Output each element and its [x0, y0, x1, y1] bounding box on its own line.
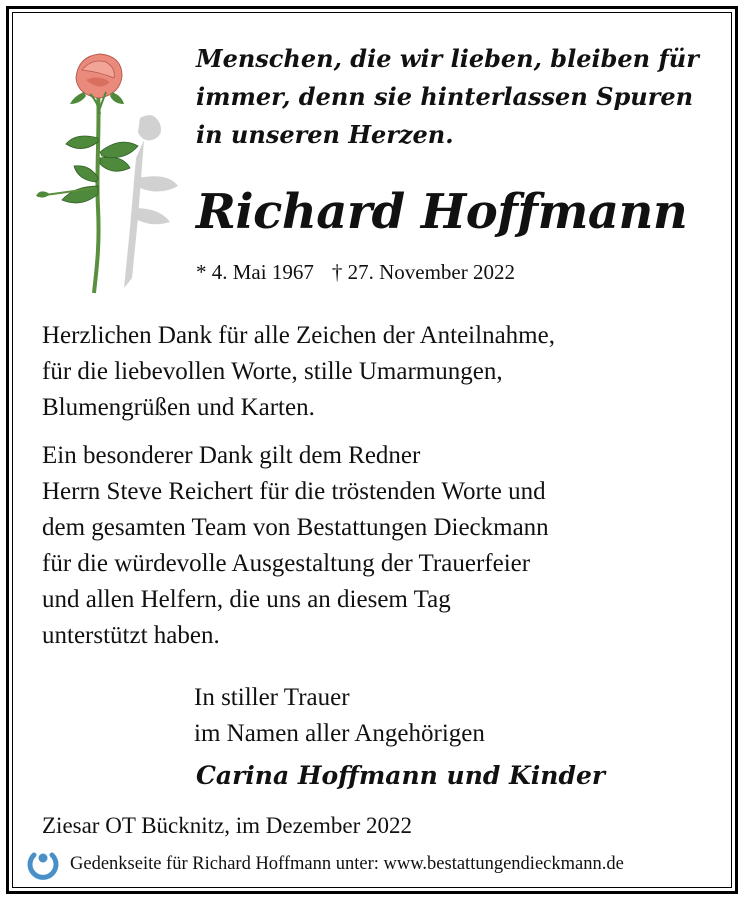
text-line: für die liebevollen Worte, stille Umarmungen,: [42, 358, 503, 385]
text-line: Blumengrüßen und Karten.: [42, 394, 315, 421]
closing-line: In stiller Trauer: [194, 684, 350, 711]
closing-line: im Namen aller Angehörigen: [194, 720, 485, 747]
place-date: Ziesar OT Bücknitz, im Dezember 2022: [42, 813, 413, 838]
text-line: Herrn Steve Reichert für die tröstenden Worte und: [42, 478, 546, 505]
thanks-paragraph-2: [42, 438, 722, 654]
motto-line: immer, denn sie hinterlassen Spuren: [196, 82, 694, 111]
deceased-name: Richard Hoffmann: [196, 184, 688, 240]
life-dates: [196, 258, 515, 286]
birth-date: * 4. Mai 1967: [196, 260, 314, 284]
text-line: unterstützt haben.: [42, 622, 220, 649]
text-line: dem gesamten Team von Bestattungen Dieckmann: [42, 514, 549, 541]
circle-logo-icon: [26, 847, 60, 881]
thanks-paragraph-1: [42, 318, 722, 426]
motto-line: in unseren Herzen.: [196, 120, 454, 149]
motto-line: Menschen, die wir lieben, bleiben für: [196, 44, 699, 73]
death-date: † 27. November 2022: [331, 260, 515, 284]
rose-icon: [20, 48, 190, 303]
text-line: Herzlichen Dank für alle Zeichen der Anteilnahme,: [42, 322, 555, 349]
motto-quote: [196, 40, 716, 154]
footer-link-text[interactable]: Gedenkseite für Richard Hoffmann unter: www.bestattungendieckmann.de: [70, 853, 624, 874]
text-line: für die würdevolle Ausgestaltung der Trauerfeier: [42, 550, 531, 577]
text-line: und allen Helfern, die uns an diesem Tag: [42, 586, 451, 613]
closing-lines: [194, 680, 485, 752]
text-line: Ein besonderer Dank gilt dem Redner: [42, 442, 421, 469]
signature: Carina Hoffmann und Kinder: [196, 761, 606, 790]
footer: [26, 847, 726, 881]
